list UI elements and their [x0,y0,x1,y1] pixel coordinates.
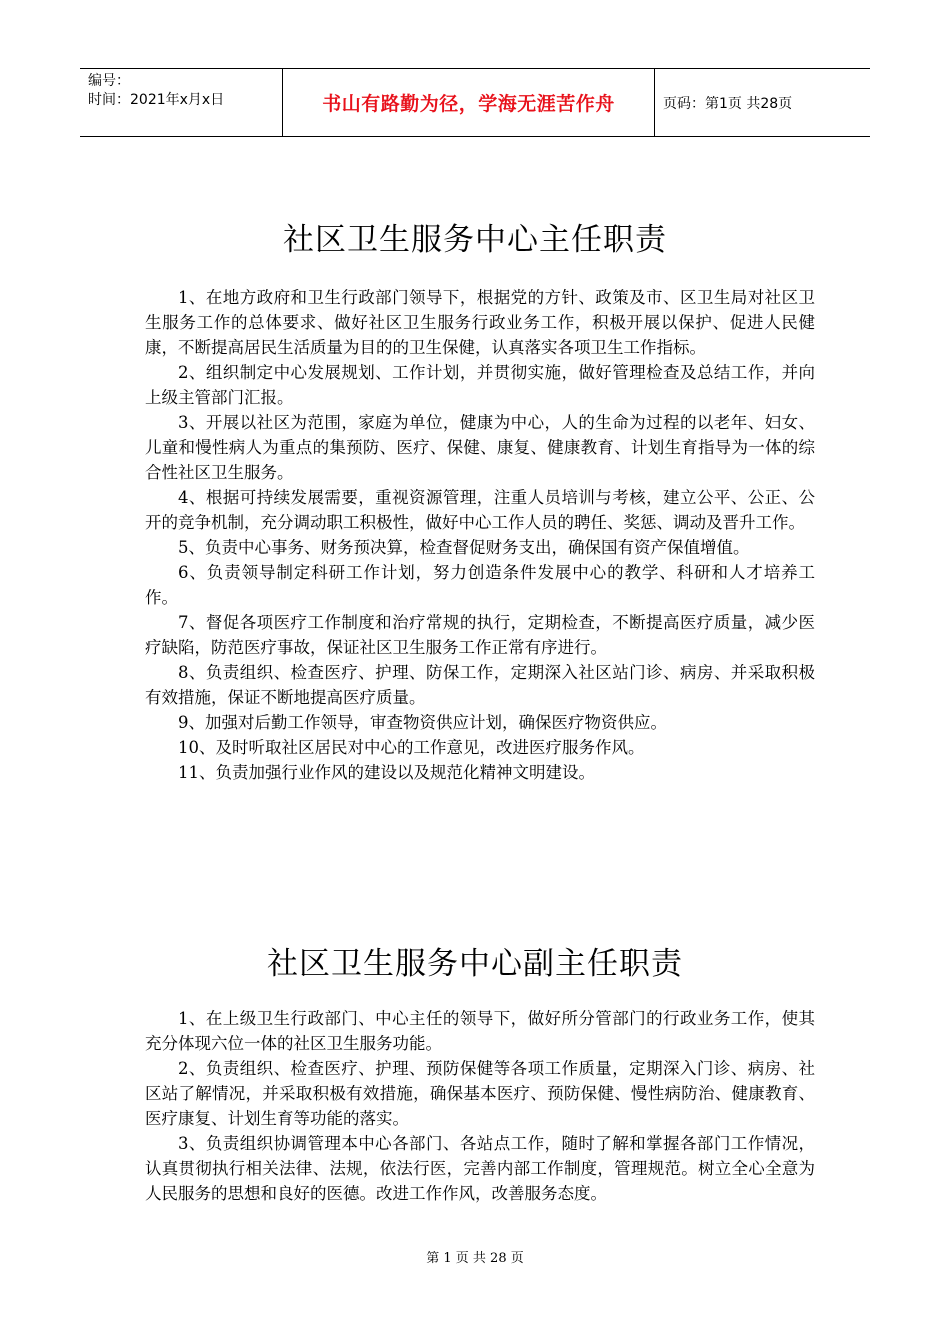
duty-paragraph: 2、组织制定中心发展规划、工作计划，并贯彻实施，做好管理检查及总结工作，并向上级主管部门汇报。 [145,363,815,407]
duty-paragraph: 6、负责领导制定科研工作计划，努力创造条件发展中心的教学、科研和人才培养工作。 [145,563,815,607]
header-page-info: 页码：第1页 共28页 [663,95,793,112]
section-deputy-director-duties [145,1006,815,1206]
section-title-director: 社区卫生服务中心主任职责 [283,222,667,258]
duty-paragraph: 4、根据可持续发展需要，重视资源管理，注重人员培训与考核，建立公平、公正、公开的竞争机制，充分调动职工积极性，做好中心工作人员的聘任、奖惩、调动及晋升工作。 [145,488,815,532]
document-number-label: 编号： [88,73,130,89]
duty-paragraph: 3、负责组织协调管理本中心各部门、各站点工作，随时了解和掌握各部门工作情况，认真贯彻执行相关法律、法规，依法行医，完善内部工作制度，管理规范。树立全心全意为人民服务的思想和良好的医德。改进工作作风，改善服务态度。 [145,1134,815,1203]
duty-paragraph: 11、负责加强行业作风的建设以及规范化精神文明建设。 [178,763,595,782]
duty-paragraph: 2、负责组织、检查医疗、护理、预防保健等各项工作质量，定期深入门诊、病房、社区站了解情况，并采取积极有效措施，确保基本医疗、预防保健、慢性病防治、健康教育、医疗康复、计划生育等功能的落实。 [145,1059,815,1128]
duty-paragraph: 10、及时听取社区居民对中心的工作意见，改进医疗服务作风。 [178,738,645,757]
duty-paragraph: 1、在上级卫生行政部门、中心主任的领导下，做好所分管部门的行政业务工作，使其充分体现六位一体的社区卫生服务功能。 [145,1009,815,1053]
duty-paragraph: 9、加强对后勤工作领导，审查物资供应计划，确保医疗物资供应。 [178,713,667,732]
duty-paragraph: 5、负责中心事务、财务预决算，检查督促财务支出，确保国有资产保值增值。 [178,538,750,557]
section-director-duties [145,285,815,785]
duty-paragraph: 3、开展以社区为范围，家庭为单位，健康为中心，人的生命为过程的以老年、妇女、儿童和慢性病人为重点的集预防、医疗、保健、康复、健康教育、计划生育指导为一体的综合性社区卫生服务。 [145,413,815,482]
duty-paragraph: 7、督促各项医疗工作制度和治疗常规的执行，定期检查，不断提高医疗质量，减少医疗缺陷，防范医疗事故，保证社区卫生服务工作正常有序进行。 [145,613,815,657]
document-time-label: 时间：2021年x月x日 [88,92,225,108]
header-motto: 书山有路勤为径，学海无涯苦作舟 [282,69,655,136]
header-meta [80,69,282,136]
page-footer: 第 1 页 共 28 页 [426,1251,524,1266]
duty-paragraph: 8、负责组织、检查医疗、护理、防保工作，定期深入社区站门诊、病房、并采取积极有效措施，保证不断地提高医疗质量。 [145,663,815,707]
page-header [80,68,870,137]
section-title-deputy-director: 社区卫生服务中心副主任职责 [267,946,683,982]
duty-paragraph: 1、在地方政府和卫生行政部门领导下，根据党的方针、政策及市、区卫生局对社区卫生服务工作的总体要求、做好社区卫生服务行政业务工作，积极开展以保护、促进人民健康，不断提高居民生活质量为目的的卫生保健，认真落实各项卫生工作指标。 [145,288,815,357]
